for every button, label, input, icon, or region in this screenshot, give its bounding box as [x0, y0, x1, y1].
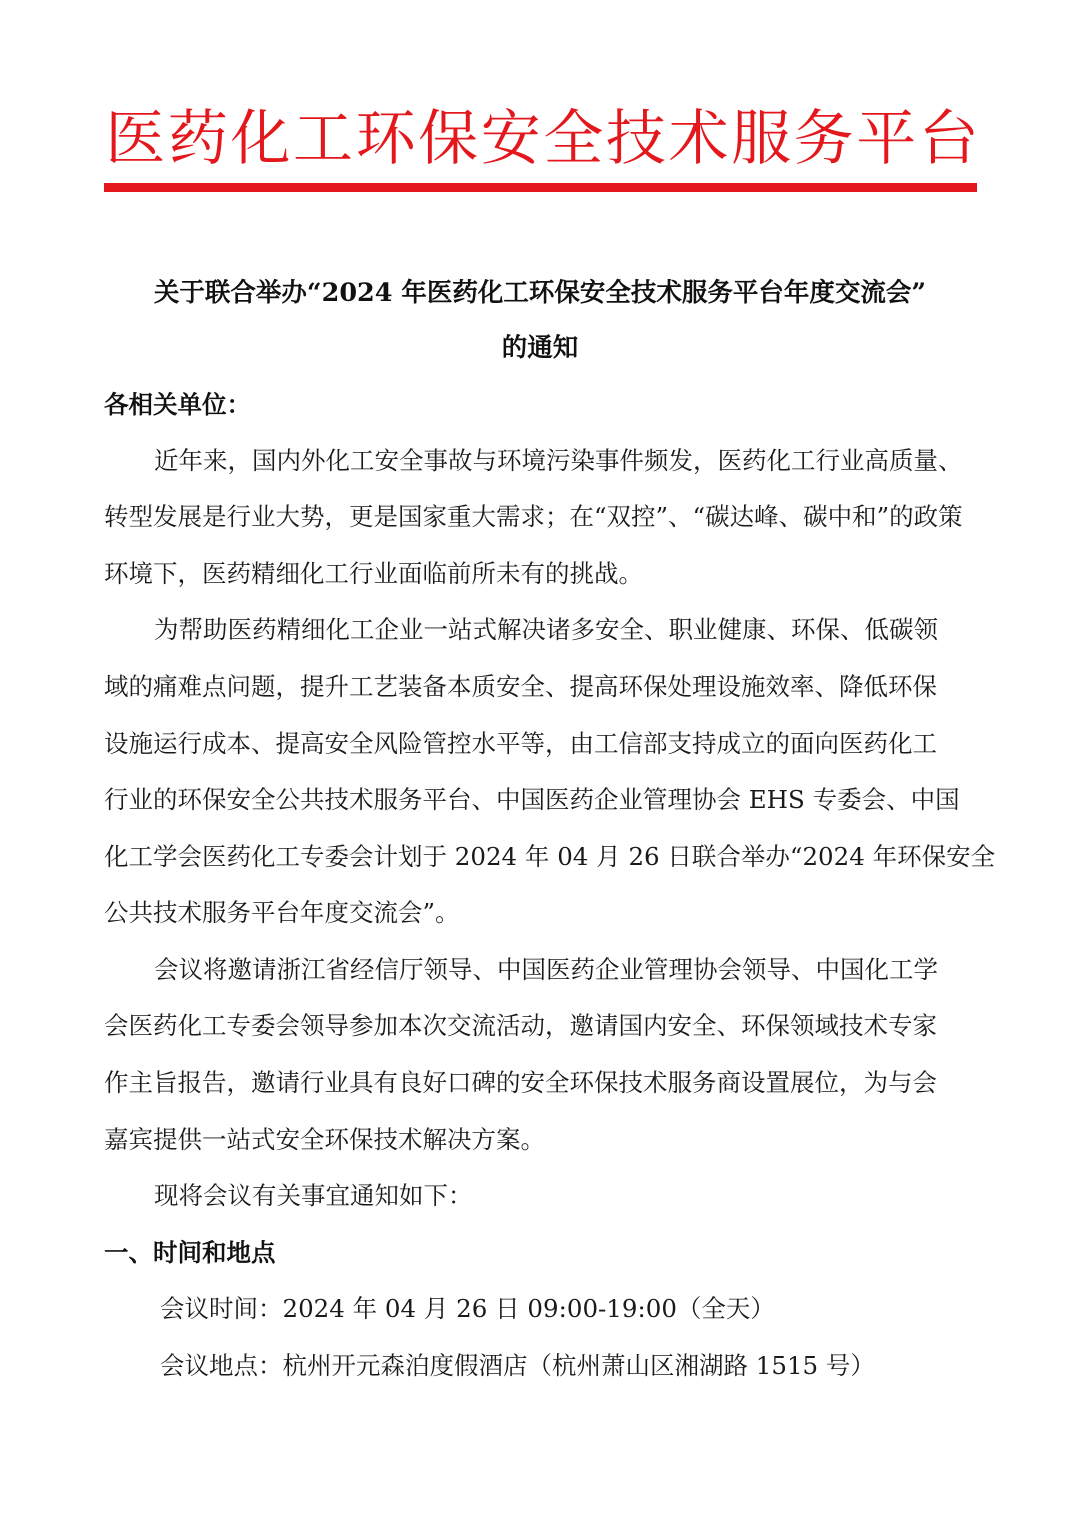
- letterhead-char: 药: [167, 104, 228, 174]
- letterhead-char: 保: [418, 104, 479, 174]
- section-heading: 一、时间和地点: [104, 1238, 276, 1267]
- letterhead-char: 全: [543, 104, 604, 174]
- letterhead-char: 平: [856, 104, 917, 174]
- paragraph-line: 嘉宾提供一站式安全环保技术解决方案。: [104, 1125, 545, 1154]
- paragraph-line: 域的痛难点问题，提升工艺装备本质安全、提高环保处理设施效率、降低环保: [104, 672, 937, 701]
- paragraph-line: 环境下，医药精细化工行业面临前所未有的挑战。: [104, 559, 643, 588]
- notice-title-line2: 的通知: [501, 333, 579, 363]
- letterhead-char: 务: [793, 104, 854, 174]
- letterhead-char: 环: [355, 104, 416, 174]
- letterhead-char: 工: [293, 104, 354, 174]
- paragraph-line: 会医药化工专委会领导参加本次交流活动，邀请国内安全、环保领域技术专家: [104, 1011, 937, 1040]
- paragraph-line: 化工学会医药化工专委会计划于 2024 年 04 月 26 日联合举办“2024 年环保安全: [104, 842, 996, 871]
- meeting-time: 会议时间：2024 年 04 月 26 日 09:00-19:00（全天）: [160, 1294, 775, 1323]
- notice-title-line1: 关于联合举办“2024 年医药化工环保安全技术服务平台年度交流会”: [153, 278, 927, 308]
- paragraph-line: 近年来，国内外化工安全事故与环境污染事件频发，医药化工行业高质量、: [154, 446, 963, 475]
- paragraph-line: 设施运行成本、提高安全风险管控水平等，由工信部支持成立的面向医药化工: [104, 729, 937, 758]
- paragraph-line: 为帮助医药精细化工企业一站式解决诸多安全、职业健康、环保、低碳领: [154, 615, 938, 644]
- paragraph-line: 会议将邀请浙江省经信厅领导、中国医药企业管理协会领导、中国化工学: [154, 955, 938, 984]
- paragraph-line: 作主旨报告，邀请行业具有良好口碑的安全环保技术服务商设置展位，为与会: [104, 1068, 937, 1097]
- letterhead-title: [104, 102, 980, 176]
- meeting-place: 会议地点：杭州开元森泊度假酒店（杭州萧山区湘湖路 1515 号）: [160, 1351, 875, 1380]
- letterhead-char: 术: [668, 104, 729, 174]
- paragraph-line: 转型发展是行业大势，更是国家重大需求；在“双控”、“碳达峰、碳中和”的政策: [104, 502, 963, 531]
- letterhead-char: 安: [480, 104, 541, 174]
- letterhead-char: 技: [605, 104, 666, 174]
- paragraph-line: 现将会议有关事宜通知如下：: [154, 1181, 473, 1210]
- paragraph-line: 行业的环保安全公共技术服务平台、中国医药企业管理协会 EHS 专委会、中国: [104, 785, 960, 814]
- letterhead-char: 台: [918, 104, 979, 174]
- letterhead-char: 医: [105, 104, 166, 174]
- letterhead-char: 服: [731, 104, 792, 174]
- paragraph-line: 公共技术服务平台年度交流会”。: [104, 898, 460, 927]
- letterhead-divider: [104, 183, 977, 192]
- letterhead-char: 化: [230, 104, 291, 174]
- salutation: 各相关单位：: [104, 390, 251, 419]
